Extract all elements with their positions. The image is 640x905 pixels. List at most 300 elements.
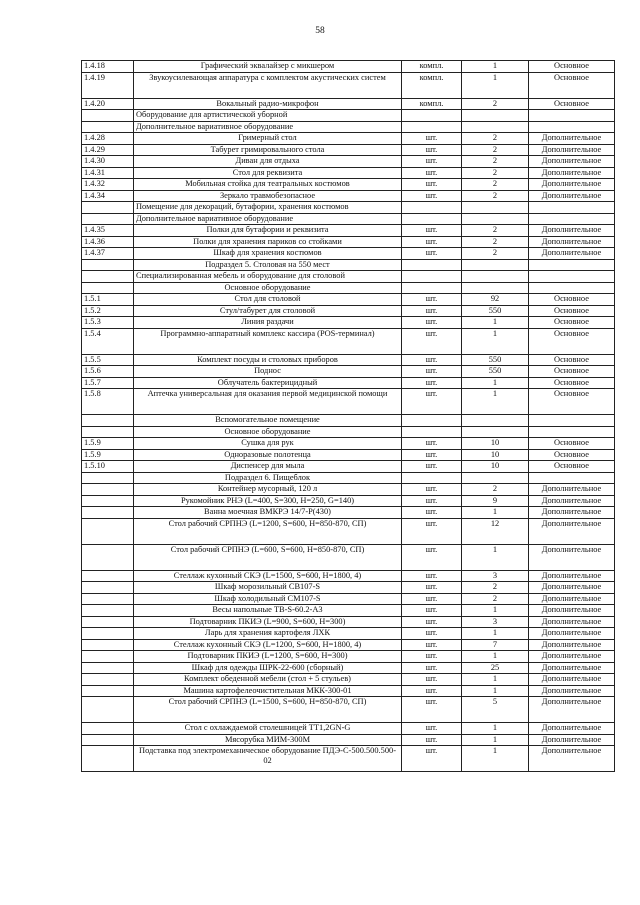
item-quantity: 1 [462,389,529,415]
table-row [82,697,615,723]
item-number [82,593,134,605]
item-unit: шт. [402,305,462,317]
item-quantity: 1 [462,674,529,686]
table-row [82,570,615,582]
item-kind: Дополнительное [529,685,615,697]
section-header-row [82,110,615,122]
item-name: Стеллаж кухонный СКЭ (L=1200, S=600, H=1800, 4) [134,639,402,651]
item-quantity: 1 [462,605,529,617]
item-quantity: 1 [462,685,529,697]
item-kind: Дополнительное [529,248,615,260]
item-quantity: 1 [462,377,529,389]
table-row [82,495,615,507]
item-quantity: 12 [462,518,529,544]
header-empty-cell [462,259,529,271]
item-name: Шкаф для одежды ШРК-22-600 (сборный) [134,662,402,674]
item-unit: шт. [402,461,462,473]
table-row [82,354,615,366]
table-row [82,639,615,651]
item-unit: компл. [402,61,462,73]
item-unit: шт. [402,236,462,248]
item-number [82,628,134,640]
header-empty-cell [529,472,615,484]
item-kind: Дополнительное [529,674,615,686]
item-kind: Дополнительное [529,593,615,605]
item-quantity: 550 [462,305,529,317]
item-name: Программно-аппаратный комплекс кассира (POS-терминал) [134,328,402,354]
item-name: Звукоусилевающая аппаратура с комплектом акустических систем [134,72,402,98]
item-quantity: 2 [462,144,529,156]
table-row [82,389,615,415]
header-empty-cell [402,259,462,271]
equipment-table [81,60,615,772]
item-number [82,616,134,628]
item-name: Полки для хранения париков со стойками [134,236,402,248]
item-name: Зеркало травмобезопасное [134,190,402,202]
item-number [82,544,134,570]
item-kind: Основное [529,354,615,366]
table-row [82,628,615,640]
table-row [82,61,615,73]
section-header: Основное оборудование [134,282,402,294]
section-header: Подраздел 6. Пищеблок [134,472,402,484]
item-number: 1.5.9 [82,438,134,450]
header-empty-cell [402,426,462,438]
table-row [82,685,615,697]
item-quantity: 1 [462,328,529,354]
item-name: Комплект обеденной мебели (стол + 5 стульев) [134,674,402,686]
header-empty-cell [529,213,615,225]
header-number-cell [82,202,134,214]
item-quantity: 2 [462,236,529,248]
header-empty-cell [529,271,615,283]
item-name: Стул/табурет для столовой [134,305,402,317]
item-kind: Основное [529,72,615,98]
header-empty-cell [529,110,615,122]
item-number: 1.4.36 [82,236,134,248]
item-number: 1.5.8 [82,389,134,415]
item-number: 1.5.6 [82,366,134,378]
item-number [82,697,134,723]
table-row [82,225,615,237]
item-quantity: 550 [462,366,529,378]
item-kind: Основное [529,438,615,450]
item-name: Полки для бутафории и реквизита [134,225,402,237]
item-name: Стол рабочий СРПНЭ (L=1500, S=600, H=850-870, СП) [134,697,402,723]
item-number [82,734,134,746]
item-name: Подставка под электромеханическое оборудование ПДЭ-С-500.500.500-02 [134,746,402,772]
table-row [82,72,615,98]
item-number: 1.4.30 [82,156,134,168]
item-name: Рукомойник РНЭ (L=400, S=300, H=250, G=140) [134,495,402,507]
table-row [82,167,615,179]
header-empty-cell [462,472,529,484]
section-header-row [82,259,615,271]
table-row [82,156,615,168]
item-kind: Дополнительное [529,507,615,519]
table-row [82,746,615,772]
section-header: Помещение для декораций, бутафории, хранения костюмов [134,202,402,214]
item-number: 1.4.19 [82,72,134,98]
item-quantity: 1 [462,746,529,772]
table-row [82,461,615,473]
header-empty-cell [402,282,462,294]
header-empty-cell [462,110,529,122]
item-name: Шкаф морозильный CB107-S [134,582,402,594]
item-unit: шт. [402,225,462,237]
item-quantity: 2 [462,225,529,237]
item-name: Линия раздачи [134,317,402,329]
item-number: 1.5.10 [82,461,134,473]
item-number: 1.5.7 [82,377,134,389]
item-number: 1.4.34 [82,190,134,202]
item-kind: Основное [529,377,615,389]
header-empty-cell [462,213,529,225]
item-kind: Дополнительное [529,190,615,202]
item-number: 1.5.4 [82,328,134,354]
item-quantity: 1 [462,507,529,519]
item-name: Мобильная стойка для театральных костюмов [134,179,402,191]
item-unit: шт. [402,662,462,674]
section-header: Дополнительное вариативное оборудование [134,121,402,133]
header-empty-cell [462,121,529,133]
item-quantity: 2 [462,484,529,496]
item-kind: Дополнительное [529,616,615,628]
item-kind: Дополнительное [529,236,615,248]
item-kind: Основное [529,305,615,317]
item-kind: Дополнительное [529,628,615,640]
table-row [82,190,615,202]
item-quantity: 92 [462,294,529,306]
item-unit: шт. [402,179,462,191]
item-quantity: 1 [462,544,529,570]
table-row [82,662,615,674]
item-kind: Основное [529,61,615,73]
item-number: 1.4.18 [82,61,134,73]
section-header-row [82,213,615,225]
item-kind: Основное [529,317,615,329]
item-number [82,495,134,507]
item-quantity: 3 [462,570,529,582]
item-number [82,723,134,735]
header-empty-cell [402,415,462,427]
page-number: 58 [315,26,325,36]
item-name: Стеллаж кухонный СКЭ (L=1500, S=600, H=1800, 4) [134,570,402,582]
item-kind: Дополнительное [529,639,615,651]
item-kind: Дополнительное [529,662,615,674]
table-row [82,518,615,544]
item-number [82,746,134,772]
item-name: Мясорубка МИМ-300М [134,734,402,746]
item-kind: Дополнительное [529,167,615,179]
item-quantity: 1 [462,651,529,663]
section-header: Вспомогательное помещение [134,415,402,427]
table-row [82,507,615,519]
item-kind: Основное [529,328,615,354]
table-row [82,438,615,450]
header-number-cell [82,110,134,122]
table-row [82,248,615,260]
item-name: Одноразовые полотенца [134,449,402,461]
item-number [82,582,134,594]
item-kind: Дополнительное [529,156,615,168]
item-name: Табурет гримировального стола [134,144,402,156]
section-header: Специализированная мебель и оборудование для столовой [134,271,402,283]
table-row [82,582,615,594]
item-name: Весы напольные ТВ-S-60.2-А3 [134,605,402,617]
item-unit: шт. [402,734,462,746]
table-row [82,605,615,617]
item-name: Комплект посуды и столовых приборов [134,354,402,366]
item-quantity: 2 [462,248,529,260]
item-number [82,507,134,519]
item-number [82,685,134,697]
table-row [82,593,615,605]
header-empty-cell [402,202,462,214]
item-unit: шт. [402,495,462,507]
header-empty-cell [462,202,529,214]
item-name: Контейнер мусорный, 120 л [134,484,402,496]
item-name: Ларь для хранения картофеля ЛХК [134,628,402,640]
item-unit: шт. [402,628,462,640]
item-unit: шт. [402,582,462,594]
item-name: Облучатель бактерицидный [134,377,402,389]
item-name: Сушка для рук [134,438,402,450]
table-row [82,616,615,628]
item-number [82,674,134,686]
item-unit: шт. [402,544,462,570]
item-quantity: 10 [462,461,529,473]
item-unit: шт. [402,389,462,415]
table-row [82,236,615,248]
item-unit: шт. [402,616,462,628]
item-number: 1.4.20 [82,98,134,110]
section-header-row [82,282,615,294]
item-quantity: 1 [462,72,529,98]
section-header: Подраздел 5. Столовая на 550 мест [134,259,402,271]
item-unit: шт. [402,651,462,663]
item-number [82,639,134,651]
item-unit: шт. [402,294,462,306]
table-row [82,133,615,145]
item-name: Стол с охлаждаемой столешницей TT1,2GN-G [134,723,402,735]
item-kind: Дополнительное [529,495,615,507]
item-unit: шт. [402,167,462,179]
item-name: Вокальный радио-микрофон [134,98,402,110]
table-row [82,328,615,354]
item-unit: шт. [402,248,462,260]
item-name: Диван для отдыха [134,156,402,168]
item-kind: Дополнительное [529,179,615,191]
item-name: Шкаф холодильный CM107-S [134,593,402,605]
item-kind: Основное [529,449,615,461]
table-row [82,317,615,329]
header-empty-cell [462,282,529,294]
item-quantity: 1 [462,734,529,746]
section-header-row [82,121,615,133]
item-kind: Основное [529,389,615,415]
header-number-cell [82,282,134,294]
item-quantity: 1 [462,317,529,329]
item-quantity: 25 [462,662,529,674]
section-header: Дополнительное вариативное оборудование [134,213,402,225]
item-number: 1.4.32 [82,179,134,191]
item-quantity: 2 [462,582,529,594]
section-header: Оборудование для артистической уборной [134,110,402,122]
table-row [82,544,615,570]
item-unit: шт. [402,328,462,354]
item-quantity: 2 [462,593,529,605]
item-number: 1.5.1 [82,294,134,306]
item-unit: шт. [402,685,462,697]
table-row [82,449,615,461]
header-empty-cell [462,415,529,427]
header-empty-cell [402,271,462,283]
header-empty-cell [529,426,615,438]
table-row [82,294,615,306]
item-number [82,662,134,674]
header-empty-cell [529,282,615,294]
item-unit: шт. [402,605,462,617]
section-header-row [82,415,615,427]
header-empty-cell [402,110,462,122]
item-unit: шт. [402,133,462,145]
header-empty-cell [402,213,462,225]
item-number: 1.4.37 [82,248,134,260]
item-name: Машина картофелеочистительная МКК-300-01 [134,685,402,697]
header-number-cell [82,121,134,133]
item-unit: шт. [402,190,462,202]
section-header-row [82,426,615,438]
item-name: Стол для реквизита [134,167,402,179]
header-empty-cell [402,472,462,484]
header-empty-cell [529,259,615,271]
item-kind: Дополнительное [529,484,615,496]
section-header-row [82,271,615,283]
item-kind: Основное [529,98,615,110]
item-unit: шт. [402,593,462,605]
item-name: Стол рабочий СРПНЭ (L=1200, S=600, H=850-870, СП) [134,518,402,544]
item-quantity: 9 [462,495,529,507]
item-unit: шт. [402,570,462,582]
table-row [82,179,615,191]
item-unit: шт. [402,723,462,735]
header-number-cell [82,213,134,225]
item-kind: Дополнительное [529,582,615,594]
item-unit: шт. [402,449,462,461]
header-number-cell [82,415,134,427]
table-row [82,674,615,686]
item-quantity: 5 [462,697,529,723]
item-number: 1.4.28 [82,133,134,145]
header-number-cell [82,426,134,438]
item-name: Поднос [134,366,402,378]
item-unit: шт. [402,518,462,544]
item-unit: шт. [402,156,462,168]
item-quantity: 2 [462,156,529,168]
item-name: Подтоварник ПКИЭ (L=1200, S=600, H=300) [134,651,402,663]
item-unit: шт. [402,354,462,366]
item-unit: компл. [402,98,462,110]
item-kind: Дополнительное [529,225,615,237]
item-quantity: 1 [462,628,529,640]
item-unit: шт. [402,697,462,723]
item-unit: шт. [402,746,462,772]
item-kind: Дополнительное [529,544,615,570]
equipment-table-body [82,61,615,772]
table-row [82,98,615,110]
header-empty-cell [462,271,529,283]
item-quantity: 2 [462,190,529,202]
item-name: Ванна моечная ВМКРЭ 14/7-Р(430) [134,507,402,519]
item-unit: шт. [402,366,462,378]
item-quantity: 550 [462,354,529,366]
item-name: Шкаф для хранения костюмов [134,248,402,260]
item-kind: Дополнительное [529,133,615,145]
item-number: 1.5.9 [82,449,134,461]
item-quantity: 3 [462,616,529,628]
item-unit: шт. [402,144,462,156]
item-quantity: 2 [462,133,529,145]
table-row [82,377,615,389]
item-number [82,605,134,617]
item-quantity: 10 [462,449,529,461]
header-number-cell [82,271,134,283]
item-number [82,484,134,496]
item-unit: шт. [402,377,462,389]
item-quantity: 2 [462,167,529,179]
item-name: Аптечка универсальная для оказания первой медицинской помощи [134,389,402,415]
section-header-row [82,472,615,484]
section-header: Основное оборудование [134,426,402,438]
header-empty-cell [529,121,615,133]
item-kind: Дополнительное [529,570,615,582]
item-name: Стол для столовой [134,294,402,306]
header-empty-cell [529,415,615,427]
item-number: 1.5.3 [82,317,134,329]
table-row [82,723,615,735]
item-number: 1.4.35 [82,225,134,237]
item-unit: шт. [402,317,462,329]
item-unit: шт. [402,438,462,450]
item-kind: Дополнительное [529,605,615,617]
table-row [82,305,615,317]
item-kind: Дополнительное [529,651,615,663]
item-number: 1.5.2 [82,305,134,317]
header-empty-cell [462,426,529,438]
item-unit: шт. [402,484,462,496]
item-quantity: 2 [462,98,529,110]
table-row [82,144,615,156]
item-number [82,518,134,544]
header-number-cell [82,259,134,271]
item-kind: Дополнительное [529,734,615,746]
item-number: 1.4.31 [82,167,134,179]
header-empty-cell [402,121,462,133]
item-unit: шт. [402,639,462,651]
table-row [82,734,615,746]
item-number [82,651,134,663]
header-number-cell [82,472,134,484]
item-number: 1.4.29 [82,144,134,156]
item-quantity: 7 [462,639,529,651]
table-row [82,651,615,663]
item-unit: компл. [402,72,462,98]
item-kind: Дополнительное [529,723,615,735]
item-name: Гримерный стол [134,133,402,145]
item-name: Стол рабочий СРПНЭ (L=600, S=600, H=850-870, СП) [134,544,402,570]
table-row [82,484,615,496]
